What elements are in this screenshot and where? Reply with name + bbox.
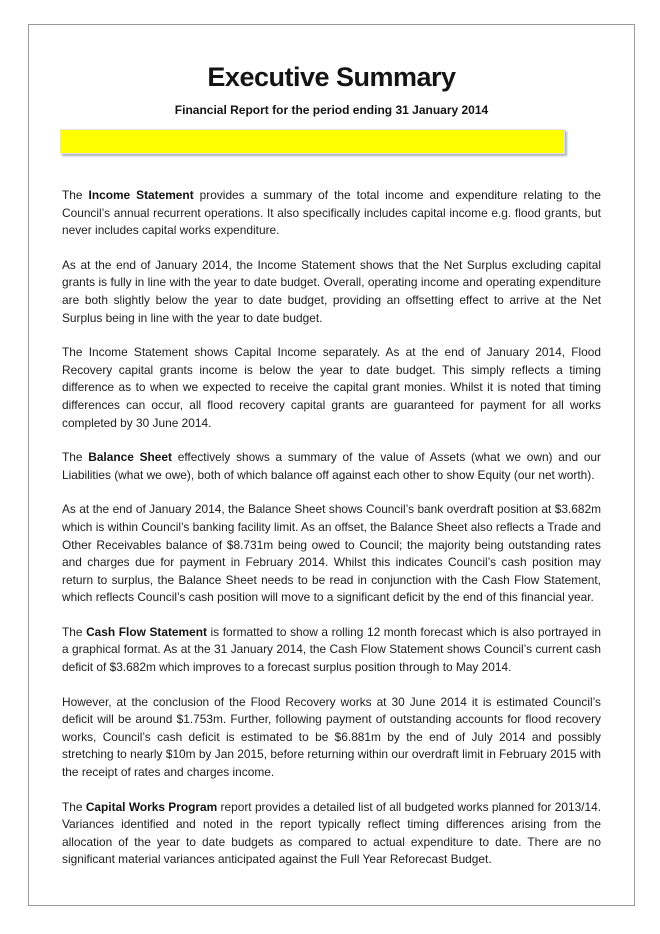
bold-term-capital-works-program: Capital Works Program	[85, 799, 218, 814]
paragraph-text: is formatted to show a rolling 12 month forecast which is also portrayed in a graphical format. As at the 31 January 2014, the Cash Flow Statement shows Council’s current cash deficit of $3.682m which improves to a forecast surplus position through to May 2014.	[62, 624, 602, 675]
document-body	[62, 187, 601, 869]
paragraph-text: The	[62, 799, 86, 814]
paragraph-capital-income	[62, 344, 601, 432]
paragraph-text: As at the end of January 2014, the Balance Sheet shows Council’s bank overdraft position at $3.682m which is within Council’s banking facility limit. As an offset, the Balance Sheet also reflects a Trade and Other Receivables balance of $8.731m being owed to Council; the majority being outstanding rates and charges due for payment in February 2014. Whilst this indicates Council’s cash position may return to surplus, the Balance Sheet needs to be read in conjunction with the Cash Flow Statement, which reflects Council’s cash position will move to a significant deficit by the end of this financial year.	[62, 502, 601, 605]
document-page	[28, 24, 635, 906]
paragraph-text: The	[62, 624, 87, 639]
paragraph-text: report provides a detailed list of all budgeted works planned for 2013/14. Variances identified and noted in the report typically reflect timing differences arising from the allocation of the year to date budgets as compared to actual expenditure to date. There are no significant material variances anticipated against the Full Year Reforecast Budget.	[62, 799, 602, 867]
paragraph-text: The Income Statement shows Capital Income separately. As at the end of January 2014, Flood Recovery capital grants income is below the year to date budget. This simply reflects a timing difference as to when we expected to receive the capital grant monies. Whilst it is noted that timing differences can occur, all flood recovery capital grants are guaranteed for payment for all works completed by 30 June 2014.	[62, 345, 601, 430]
page-title: Executive Summary	[207, 62, 456, 92]
bold-term-balance-sheet: Balance Sheet	[88, 450, 172, 465]
paragraph-text: effectively shows a summary of the value of Assets (what we own) and our Liabilities (what we owe), both of which balance off against each other to show Equity (our net worth).	[62, 450, 602, 482]
paragraph-income-statement-status	[62, 257, 601, 327]
paragraph-text: provides a summary of the total income and expenditure relating to the Council’s annual recurrent operations. It also specifically includes capital income e.g. flood grants, but never includes capital works expenditure.	[62, 188, 602, 238]
paragraph-cash-flow-intro	[62, 624, 601, 677]
paragraph-cash-flow-outlook	[62, 694, 601, 782]
page-subtitle: Financial Report for the period ending 31 January 2014	[174, 103, 489, 117]
paragraph-income-statement-intro	[62, 187, 601, 240]
paragraph-text: However, at the conclusion of the Flood Recovery works at 30 June 2014 it is estimated Council’s deficit will be around $1.753m. Further, following payment of outstanding accounts for flood recovery works, Council’s cash deficit is estimated to be $6.881m by the end of July 2014 and possibly stretching to nearly $10m by Jan 2015, before returning within our overdraft limit in February 2015 with the receipt of rates and charges income.	[62, 694, 601, 780]
paragraph-text: As at the end of January 2014, the Income Statement shows that the Net Surplus excluding capital grants is fully in line with the year to date budget. Overall, operating income and operating expenditure are both slightly below the year to date budget, providing an offsetting effect to arrive at the Net Surplus being in line with the year to date budget.	[62, 257, 601, 325]
paragraph-text: The	[62, 450, 89, 465]
paragraph-balance-sheet-intro	[62, 449, 601, 484]
paragraph-capital-works	[62, 799, 601, 869]
paragraph-text: The	[62, 188, 89, 202]
bold-term-cash-flow-statement: Cash Flow Statement	[86, 624, 207, 639]
bold-term-income-statement: Income Statement	[88, 188, 194, 202]
paragraph-balance-sheet-detail	[62, 501, 601, 607]
highlight-bar	[60, 129, 565, 154]
